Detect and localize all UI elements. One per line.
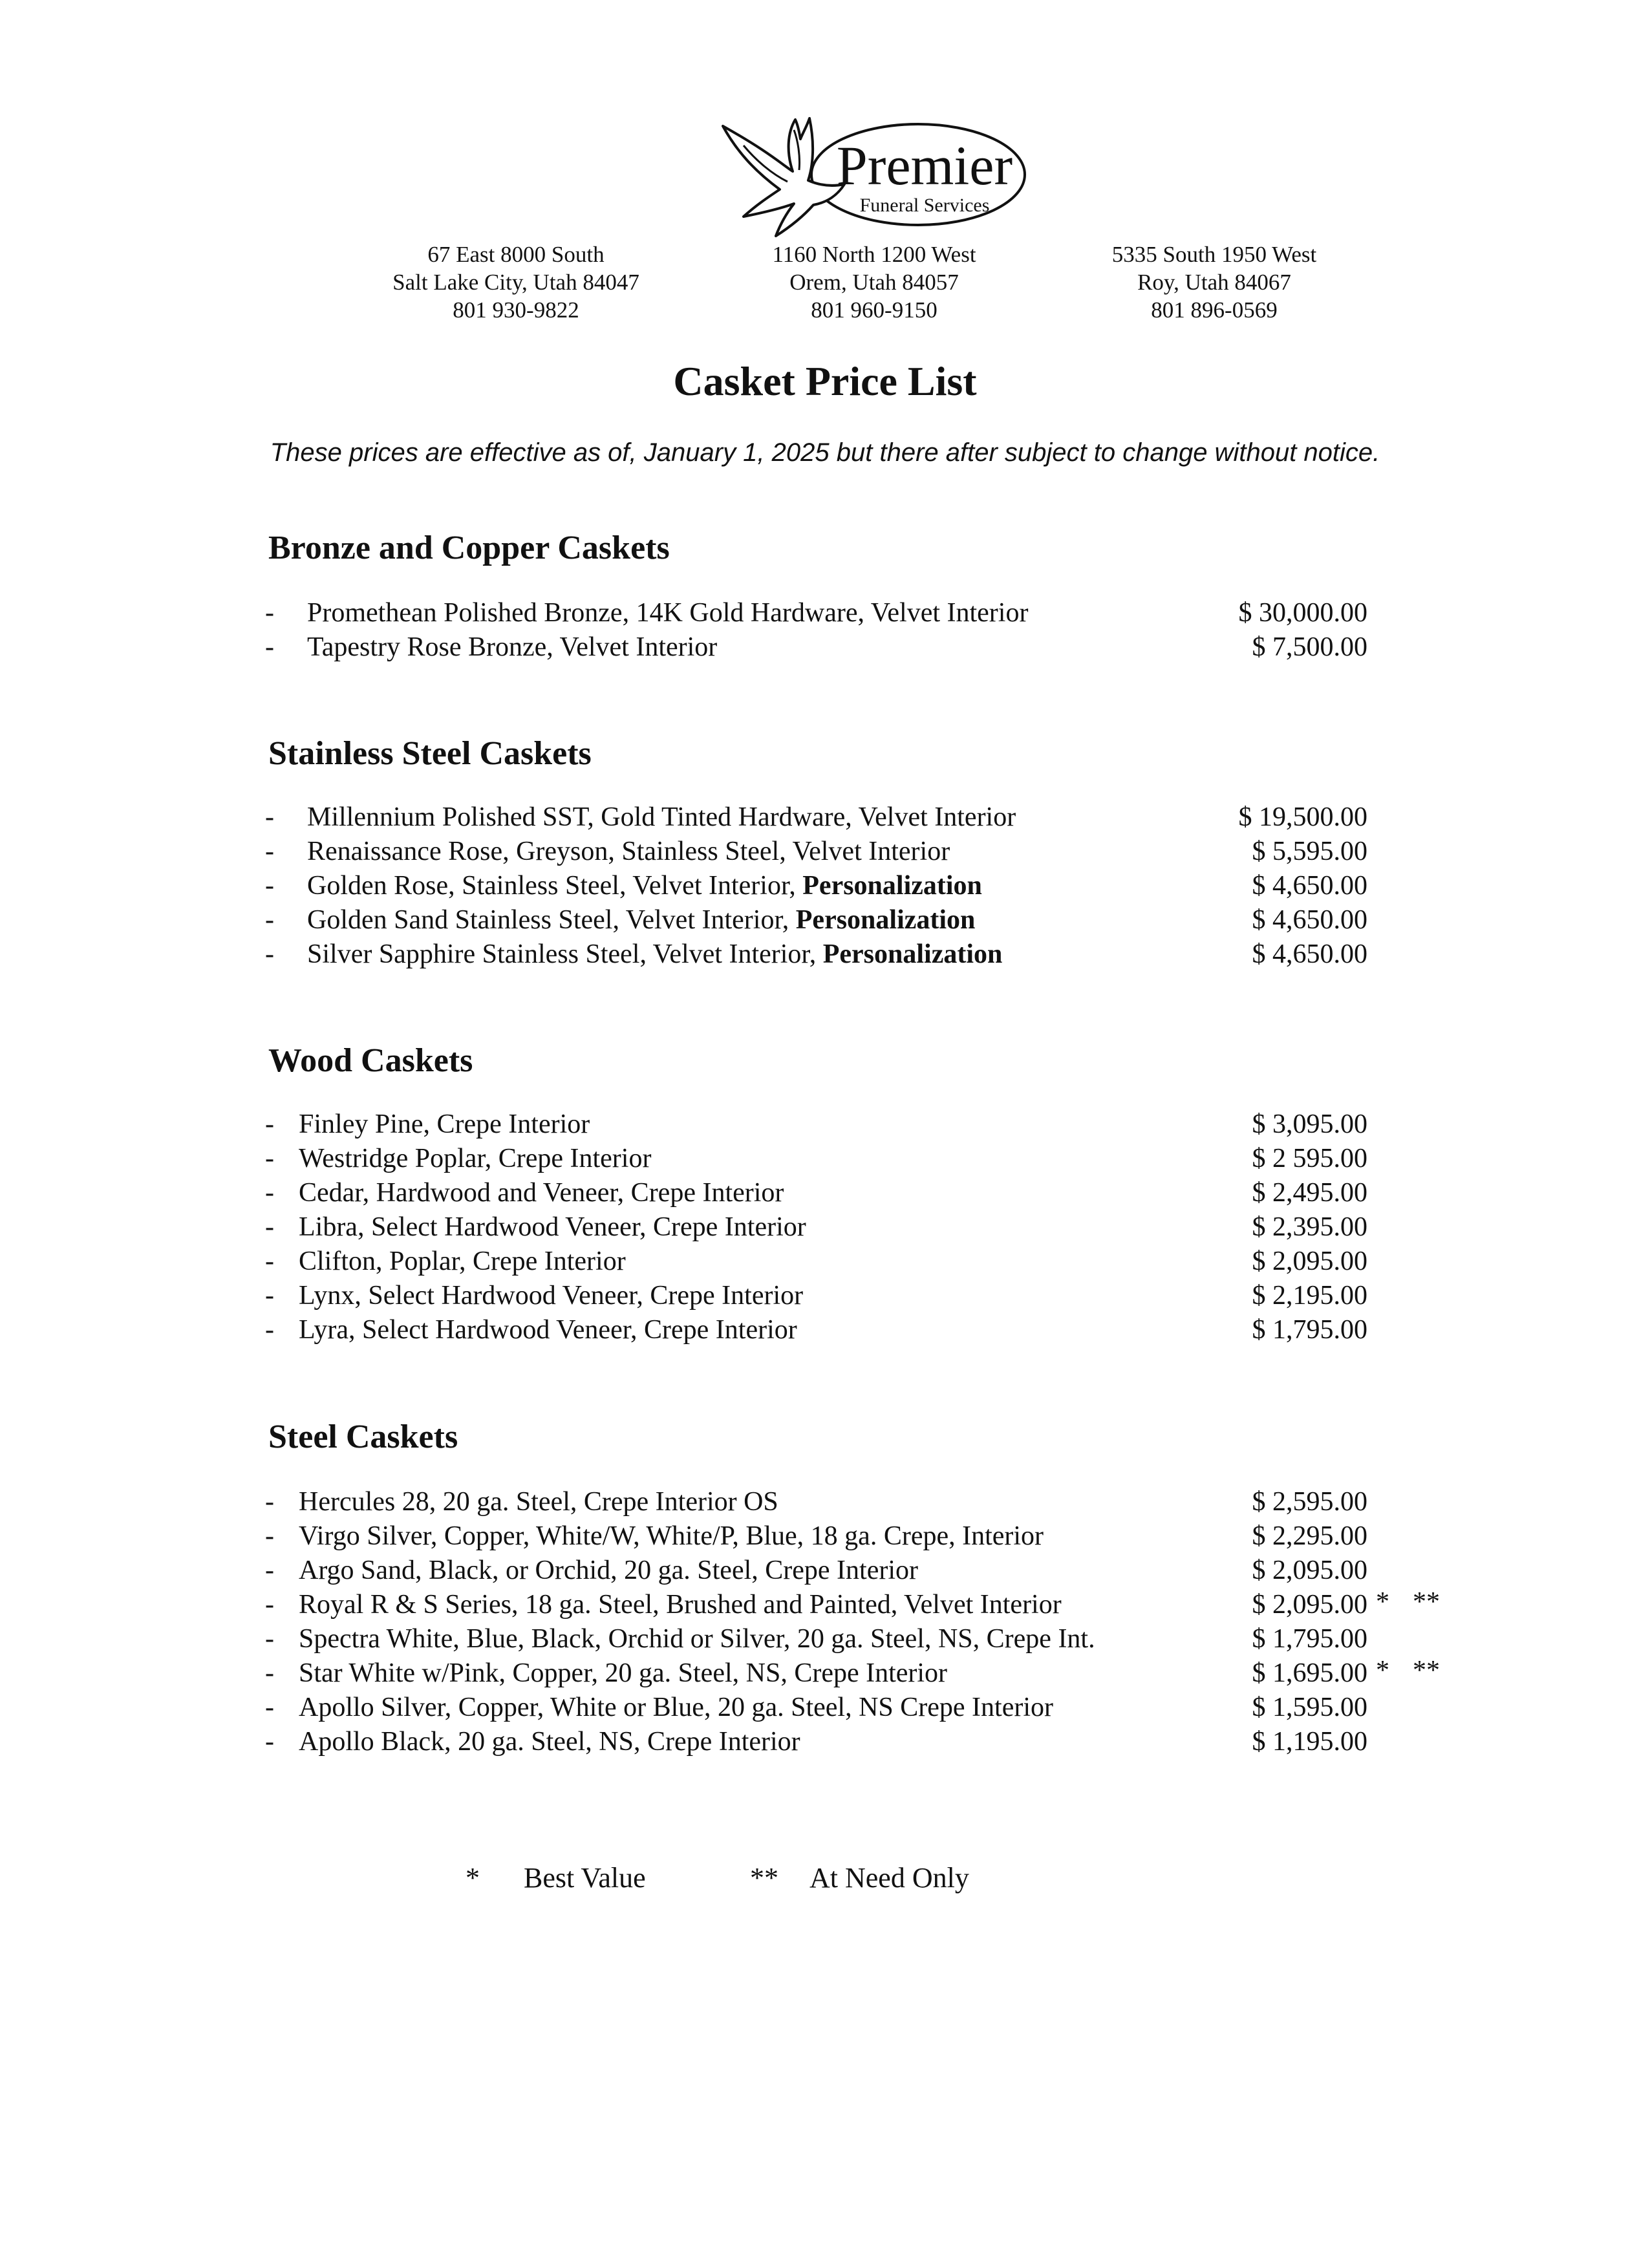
location-phone: 801 930-9822 bbox=[453, 297, 579, 323]
location-city: Salt Lake City, Utah 84047 bbox=[392, 270, 639, 295]
location-street: 5335 South 1950 West bbox=[1111, 242, 1317, 267]
row-dash: - bbox=[265, 1144, 274, 1173]
price-row bbox=[265, 1279, 1494, 1313]
row-dash: - bbox=[265, 1246, 274, 1276]
row-description-text: Golden Sand Stainless Steel, Velvet Interior, bbox=[307, 905, 796, 935]
row-description: Apollo Black, 20 ga. Steel, NS, Crepe Interior bbox=[299, 1727, 800, 1757]
row-dash: - bbox=[265, 905, 274, 935]
location-city: Orem, Utah 84057 bbox=[789, 270, 959, 295]
row-price: $ 2,295.00 bbox=[1252, 1521, 1367, 1551]
row-price: $ 2,095.00 bbox=[1252, 1590, 1367, 1620]
best-value-mark: * bbox=[1376, 1656, 1389, 1685]
row-dash: - bbox=[265, 837, 274, 866]
row-dash: - bbox=[265, 1727, 274, 1757]
row-description: Libra, Select Hardwood Veneer, Crepe Interior bbox=[299, 1212, 806, 1242]
row-description: Cedar, Hardwood and Veneer, Crepe Interior bbox=[299, 1178, 784, 1208]
price-row bbox=[265, 835, 1494, 869]
price-row bbox=[265, 903, 1494, 937]
section-title-wood: Wood Caskets bbox=[268, 1042, 473, 1079]
price-row bbox=[265, 869, 1494, 903]
row-price: $ 1,795.00 bbox=[1252, 1315, 1367, 1345]
price-row bbox=[265, 1622, 1494, 1656]
row-price: $ 3,095.00 bbox=[1252, 1109, 1367, 1139]
price-row bbox=[265, 1725, 1494, 1759]
logo-brand: Premier bbox=[836, 134, 1013, 197]
row-description: Virgo Silver, Copper, White/W, White/P, Blue, 18 ga. Crepe, Interior bbox=[299, 1521, 1044, 1551]
location-city: Roy, Utah 84067 bbox=[1137, 270, 1291, 295]
row-dash: - bbox=[265, 1109, 274, 1139]
section-title-stainless: Stainless Steel Caskets bbox=[268, 735, 592, 772]
row-description: Westridge Poplar, Crepe Interior bbox=[299, 1144, 652, 1173]
row-description: Renaissance Rose, Greyson, Stainless Steel, Velvet Interior bbox=[307, 837, 950, 866]
location-salt-lake bbox=[348, 241, 684, 324]
row-description: Tapestry Rose Bronze, Velvet Interior bbox=[307, 632, 718, 662]
effective-note: These prices are effective as of, January 1, 2025 but there after subject to change without notice. bbox=[270, 438, 1380, 467]
price-row bbox=[265, 1313, 1494, 1347]
row-description-text: Golden Rose, Stainless Steel, Velvet Interior, bbox=[307, 871, 803, 901]
row-dash: - bbox=[265, 1658, 274, 1688]
row-dash: - bbox=[265, 1693, 274, 1722]
row-dash: - bbox=[265, 1178, 274, 1208]
price-row bbox=[265, 1245, 1494, 1279]
price-row bbox=[265, 1554, 1494, 1588]
row-description-bold: Personalization bbox=[802, 871, 982, 901]
page-title: Casket Price List bbox=[673, 358, 977, 404]
legend-star-2: ** bbox=[750, 1862, 778, 1894]
price-row bbox=[265, 800, 1494, 835]
row-price: $ 1,595.00 bbox=[1252, 1693, 1367, 1722]
row-description: Royal R & S Series, 18 ga. Steel, Brushed and Painted, Velvet Interior bbox=[299, 1590, 1062, 1620]
row-dash: - bbox=[265, 939, 274, 969]
row-dash: - bbox=[265, 802, 274, 832]
row-price: $ 4,650.00 bbox=[1252, 871, 1367, 901]
row-description-bold: Personalization bbox=[795, 905, 976, 935]
location-orem bbox=[706, 241, 1042, 324]
row-dash: - bbox=[265, 1487, 274, 1517]
row-dash: - bbox=[265, 1556, 274, 1585]
price-row bbox=[265, 1485, 1494, 1519]
price-row bbox=[265, 1588, 1494, 1622]
best-value-mark: * bbox=[1376, 1587, 1389, 1617]
row-description: Clifton, Poplar, Crepe Interior bbox=[299, 1246, 626, 1276]
row-description: Star White w/Pink, Copper, 20 ga. Steel, NS, Crepe Interior bbox=[299, 1658, 948, 1688]
location-street: 67 East 8000 South bbox=[427, 242, 605, 267]
section-title-steel: Steel Caskets bbox=[268, 1418, 458, 1455]
price-row bbox=[265, 596, 1494, 630]
location-phone: 801 896-0569 bbox=[1151, 297, 1278, 323]
dove-icon bbox=[718, 107, 1028, 246]
price-row bbox=[265, 1691, 1494, 1725]
location-street: 1160 North 1200 West bbox=[772, 242, 976, 267]
row-dash: - bbox=[265, 598, 274, 628]
price-row bbox=[265, 1210, 1494, 1245]
row-dash: - bbox=[265, 1624, 274, 1654]
row-description-bold: Personalization bbox=[822, 939, 1003, 969]
price-row bbox=[265, 937, 1494, 972]
premier-logo bbox=[718, 107, 1028, 246]
row-price: $ 2 595.00 bbox=[1252, 1144, 1367, 1173]
row-dash: - bbox=[265, 1590, 274, 1620]
row-description bbox=[307, 903, 975, 937]
row-description: Millennium Polished SST, Gold Tinted Hardware, Velvet Interior bbox=[307, 802, 1016, 832]
row-price: $ 2,495.00 bbox=[1252, 1178, 1367, 1208]
row-description-text: Silver Sapphire Stainless Steel, Velvet Interior, bbox=[307, 939, 823, 969]
row-description: Hercules 28, 20 ga. Steel, Crepe Interior OS bbox=[299, 1487, 778, 1517]
location-phone: 801 960-9150 bbox=[811, 297, 938, 323]
row-description: Finley Pine, Crepe Interior bbox=[299, 1109, 590, 1139]
row-price: $ 1,795.00 bbox=[1252, 1624, 1367, 1654]
row-price: $ 19,500.00 bbox=[1238, 802, 1367, 832]
location-roy bbox=[1046, 241, 1382, 324]
row-price: $ 7,500.00 bbox=[1252, 632, 1367, 662]
row-price: $ 2,395.00 bbox=[1252, 1212, 1367, 1242]
row-dash: - bbox=[265, 1281, 274, 1311]
row-price: $ 1,195.00 bbox=[1252, 1727, 1367, 1757]
section-title-bronze: Bronze and Copper Caskets bbox=[268, 530, 670, 566]
row-description: Apollo Silver, Copper, White or Blue, 20 ga. Steel, NS Crepe Interior bbox=[299, 1693, 1053, 1722]
row-price: $ 30,000.00 bbox=[1238, 598, 1367, 628]
price-row bbox=[265, 1656, 1494, 1691]
row-price: $ 4,650.00 bbox=[1252, 939, 1367, 969]
at-need-only-mark: ** bbox=[1413, 1656, 1440, 1685]
row-description: Lynx, Select Hardwood Veneer, Crepe Interior bbox=[299, 1281, 804, 1311]
row-price: $ 2,595.00 bbox=[1252, 1487, 1367, 1517]
row-description: Promethean Polished Bronze, 14K Gold Hardware, Velvet Interior bbox=[307, 598, 1029, 628]
row-price: $ 2,095.00 bbox=[1252, 1246, 1367, 1276]
row-description: Argo Sand, Black, or Orchid, 20 ga. Steel, Crepe Interior bbox=[299, 1556, 918, 1585]
row-price: $ 2,195.00 bbox=[1252, 1281, 1367, 1311]
row-dash: - bbox=[265, 632, 274, 662]
row-description bbox=[307, 937, 1002, 972]
logo-tagline: Funeral Services bbox=[859, 195, 990, 216]
row-price: $ 4,650.00 bbox=[1252, 905, 1367, 935]
legend-star-1: * bbox=[466, 1862, 480, 1894]
price-row bbox=[265, 1176, 1494, 1210]
at-need-only-mark: ** bbox=[1413, 1587, 1440, 1617]
price-row bbox=[265, 630, 1494, 665]
row-price: $ 5,595.00 bbox=[1252, 837, 1367, 866]
row-dash: - bbox=[265, 1212, 274, 1242]
row-dash: - bbox=[265, 1315, 274, 1345]
price-row bbox=[265, 1107, 1494, 1142]
row-description bbox=[307, 869, 982, 903]
legend-label-at-need-only: At Need Only bbox=[809, 1862, 969, 1894]
price-row bbox=[265, 1519, 1494, 1554]
price-row bbox=[265, 1142, 1494, 1176]
row-dash: - bbox=[265, 871, 274, 901]
row-price: $ 2,095.00 bbox=[1252, 1556, 1367, 1585]
legend-label-best-value: Best Value bbox=[524, 1862, 646, 1894]
row-description: Lyra, Select Hardwood Veneer, Crepe Interior bbox=[299, 1315, 797, 1345]
row-dash: - bbox=[265, 1521, 274, 1551]
row-price: $ 1,695.00 bbox=[1252, 1658, 1367, 1688]
row-description: Spectra White, Blue, Black, Orchid or Silver, 20 ga. Steel, NS, Crepe Int. bbox=[299, 1624, 1095, 1654]
